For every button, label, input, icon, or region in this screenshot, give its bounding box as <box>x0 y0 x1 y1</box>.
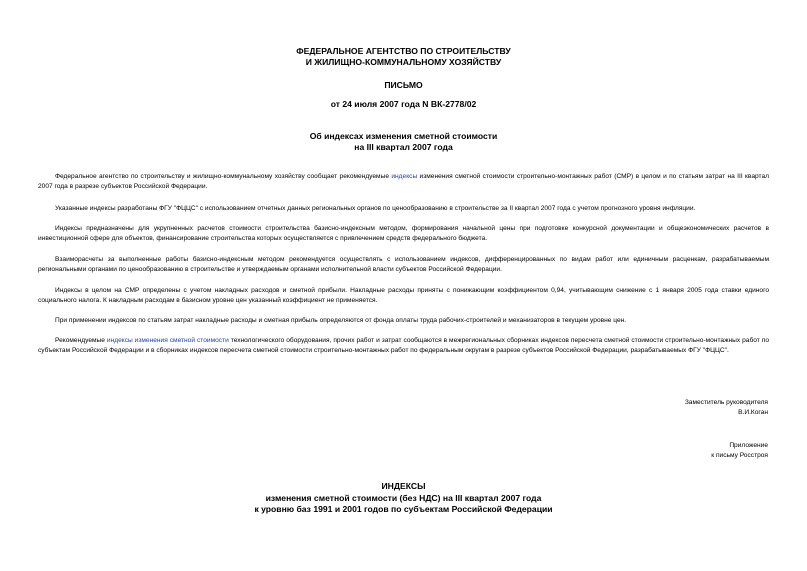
appendix-ref: к письму Росстроя <box>711 452 768 459</box>
paragraph-5: Индексы в целом на СМР определены с учетом накладных расходов и сметной прибыли. Накладные расходы приняты с понижающим коэффициентом 0,94, учитывающим снижение с 1 января 2005 года ставки единого социального налога. К накладным расходам в базисном уровне цен указанный коэффициент не применяется. <box>38 287 769 304</box>
paragraph-2: Указанные индексы разработаны ФГУ "ФЦЦС" с использованием отчетных данных региональных органов по ценообразованию в строительстве за II квартал 2007 года с учетом прогнозного уровня инфляции. <box>55 205 696 212</box>
p7-text-before: Рекомендуемые <box>55 337 107 344</box>
paragraph-7 <box>38 336 769 356</box>
doc-date: от 24 июля 2007 года N ВК-2778/02 <box>330 99 477 109</box>
signatory-position: Заместитель руководителя <box>684 399 768 406</box>
appendix-label: Приложение <box>729 442 768 449</box>
signature-block <box>685 398 768 418</box>
agency-line-2: И ЖИЛИЩНО-КОММУНАЛЬНОМУ ХОЗЯЙСТВУ <box>305 57 502 67</box>
annex-title-line-2: изменения сметной стоимости (без НДС) на III квартал 2007 года <box>265 492 542 503</box>
p1-text-after: изменения сметной стоимости строительно-монтажных работ (СМР) в целом и по статьям затрат на III квартал 2007 года в разрезе субъектов Российской Федерации. <box>38 173 769 190</box>
cost-indexes-link[interactable]: индексы изменения сметной стоимости <box>106 337 229 344</box>
subject-line-2: на III квартал 2007 года <box>354 142 453 152</box>
agency-line-1: ФЕДЕРАЛЬНОЕ АГЕНТСТВО ПО СТРОИТЕЛЬСТВУ <box>296 46 511 56</box>
p7-text-after: технологического оборудования, прочих работ и затрат сообщаются в межрегиональных сборниках индексов пересчета сметной стоимости строительно-монтажных работ по субъектам Российской Федерации и в сборниках индексов пересчета сметной стоимости строительно-монтажных работ по федеральным округам в разрезе субъектов Российской Федерации, разрабатываемых ФГУ "ФЦЦС". <box>38 337 769 354</box>
annex-title-line-3: к уровню баз 1991 и 2001 годов по субъектам Российской Федерации <box>254 504 553 514</box>
appendix-note <box>711 441 768 461</box>
annex-title <box>0 481 807 516</box>
subject-line-1: Об индексах изменения сметной стоимости <box>309 131 498 141</box>
annex-title-line-1: ИНДЕКСЫ <box>381 481 426 491</box>
signatory-name: В.И.Коган <box>738 409 768 416</box>
p1-text-before: Федеральное агентство по строительству и жилищно-коммунальному хозяйству сообщает рекомендуемые <box>55 173 392 180</box>
agency-header <box>0 46 807 68</box>
paragraph-3: Индексы предназначены для укрупненных расчетов стоимости строительства базисно-индексным методом, формирования начальной цены при подготовке конкурсной документации и общеэкономических расчетов в инвестиционной сфере для объектов, финансирование строительства которых осуществляется с привлечением средств федерального бюджета. <box>38 225 769 242</box>
indexes-link[interactable]: индексы <box>391 173 418 180</box>
paragraph-4: Взаиморасчеты за выполненные работы базисно-индексным методом рекомендуется осуществлять с использованием индексов, дифференцированных по видам работ или единичным расценкам, разрабатываемым региональными органами по ценообразованию в строительстве и утверждаемым органами исполнительной власти субъектов Российской Федерации. <box>38 256 769 273</box>
paragraph-1 <box>38 172 769 192</box>
doc-type: ПИСЬМО <box>384 80 423 90</box>
doc-subject <box>0 131 807 153</box>
paragraph-6: При применении индексов по статьям затрат накладные расходы и сметная прибыль определяются от фонда оплаты труда рабочих-строителей и механизаторов в текущем уровне цен. <box>55 317 627 324</box>
